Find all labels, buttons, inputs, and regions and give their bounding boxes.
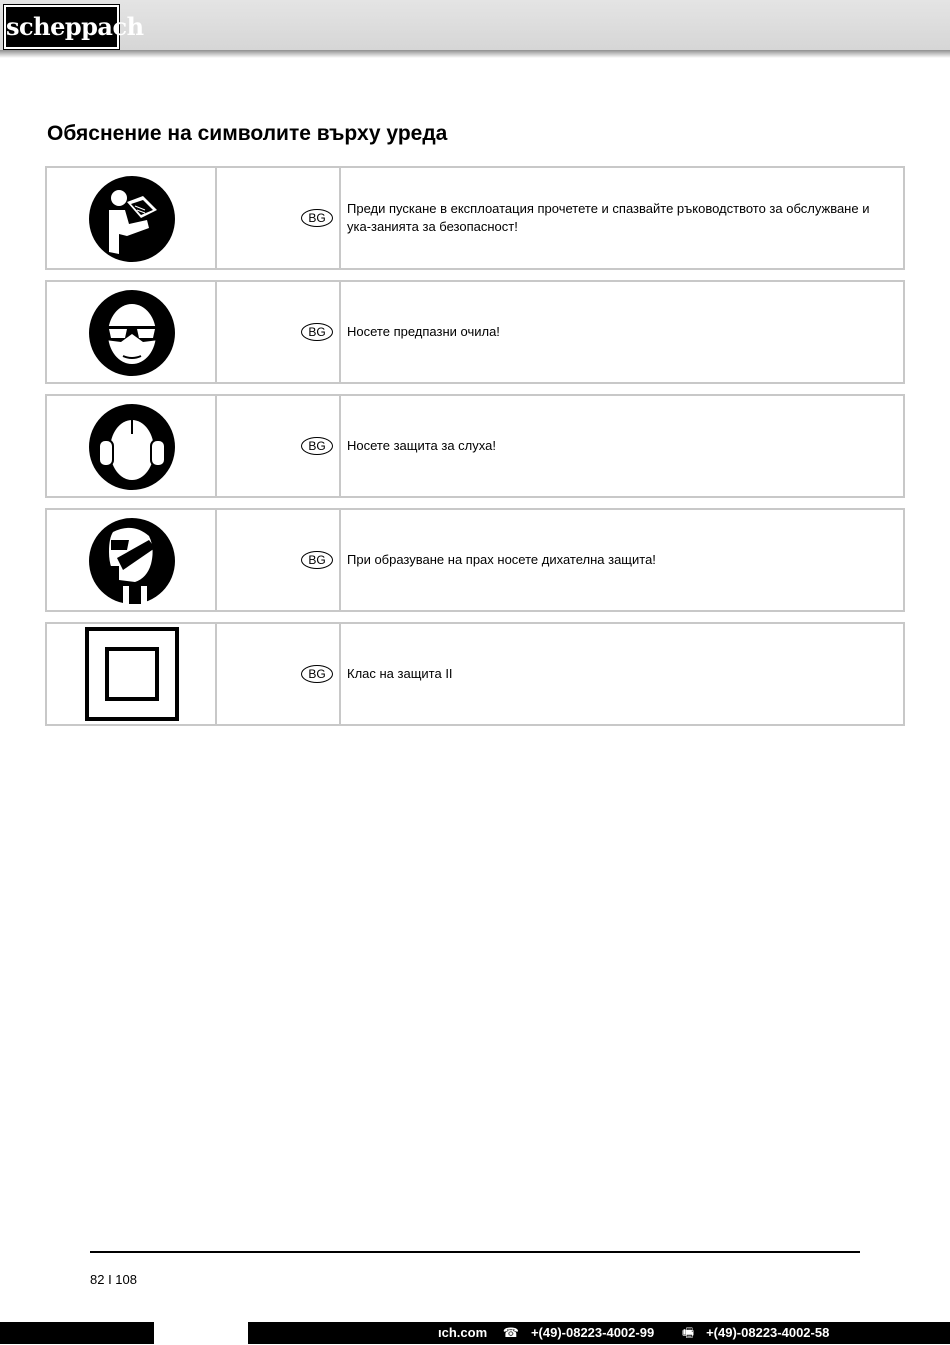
language-badge: BG xyxy=(301,209,333,227)
contact-info xyxy=(438,1322,938,1344)
symbol-description xyxy=(347,396,891,496)
page-title: Обяснение на символите върху уреда xyxy=(47,122,448,145)
language-cell xyxy=(217,624,341,724)
symbol-row-respiratory-protection xyxy=(45,508,905,612)
footer-rule xyxy=(90,1251,860,1253)
symbol-description-text: Носете предпазни очила! xyxy=(347,324,500,339)
respiratory-protection-icon xyxy=(89,518,175,604)
contact-bar-gap xyxy=(154,1322,248,1344)
symbol-row-hearing-protection xyxy=(45,394,905,498)
contact-bar xyxy=(0,1322,950,1344)
symbol-icon-cell xyxy=(47,168,217,268)
language-badge: BG xyxy=(301,665,333,683)
symbol-description xyxy=(347,282,891,382)
symbol-icon-cell xyxy=(47,282,217,382)
language-cell xyxy=(217,510,341,610)
fax-number: +(49)-08223-4002-58 xyxy=(706,1325,830,1340)
symbol-row-read-manual xyxy=(45,166,905,270)
scheppach-logo: scheppach xyxy=(4,5,119,49)
hearing-protection-icon xyxy=(89,404,175,490)
fax-entry xyxy=(682,1325,842,1340)
website-text: ıch.com xyxy=(438,1325,488,1340)
symbol-row-protection-class-ii xyxy=(45,622,905,726)
symbol-icon-cell xyxy=(47,624,217,724)
language-cell xyxy=(217,282,341,382)
symbol-description xyxy=(347,168,891,268)
symbol-description xyxy=(347,624,891,724)
symbol-icon-cell xyxy=(47,396,217,496)
symbol-description-text: При образуване на прах носете дихателна защита! xyxy=(347,552,656,567)
symbol-description-text: Преди пускане в експлоатация прочетете и спазвайте ръководството за обслужване и ука-заниятa за безопасност! xyxy=(347,201,870,234)
symbol-description-text: Клас на защита II xyxy=(347,666,453,681)
safety-goggles-icon xyxy=(89,290,175,376)
language-cell xyxy=(217,396,341,496)
header-shadow xyxy=(0,50,950,58)
language-badge: BG xyxy=(301,437,333,455)
language-badge: BG xyxy=(301,323,333,341)
language-badge: BG xyxy=(301,551,333,569)
phone-number: +(49)-08223-4002-99 xyxy=(530,1325,655,1340)
protection-class-ii-icon xyxy=(85,627,179,721)
phone-entry xyxy=(503,1325,666,1340)
page-number: 82 I 108 xyxy=(90,1272,137,1287)
fax-icon: 🖷 xyxy=(681,1325,695,1340)
language-cell xyxy=(217,168,341,268)
symbol-row-safety-goggles xyxy=(45,280,905,384)
symbol-icon-cell xyxy=(47,510,217,610)
read-manual-icon xyxy=(89,176,175,262)
symbol-description-text: Носете защита за слуха! xyxy=(347,438,496,453)
header-band xyxy=(0,0,950,51)
symbol-description xyxy=(347,510,891,610)
phone-icon: ☎ xyxy=(502,1325,519,1340)
